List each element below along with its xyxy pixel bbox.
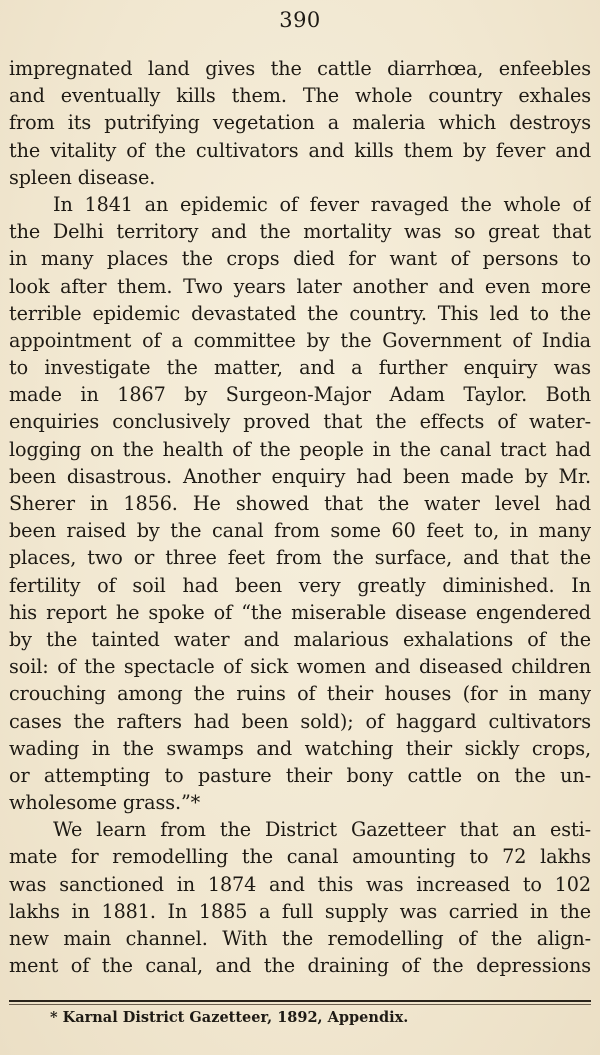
text-line: was sanctioned in 1874 and this was increased to 102 bbox=[9, 872, 591, 896]
text-line: Sherer in 1856. He showed that the water level had bbox=[9, 492, 591, 515]
text-line: enquiries conclusively proved that the effects of water- bbox=[9, 410, 591, 434]
text-line: places, two or three feet from the surface, and that the bbox=[9, 546, 591, 570]
text-line: terrible epidemic devastated the country. This led to the bbox=[9, 301, 591, 325]
text-line: his report he spoke of “the miserable disease engendered bbox=[9, 600, 591, 624]
text-line: in many places the crops died for want of persons to bbox=[9, 247, 591, 271]
text-line: wholesome grass.”* bbox=[9, 791, 201, 815]
text-line: or attempting to pasture their bony cattle on the un- bbox=[9, 763, 591, 787]
text-line: In 1841 an epidemic of fever ravaged the whole of bbox=[53, 192, 591, 216]
text-line: look after them. Two years later another and even more bbox=[9, 274, 591, 298]
text-line: ment of the canal, and the draining of the depressions bbox=[9, 954, 591, 978]
text-line: cases the rafters had been sold); of haggard cultivators bbox=[9, 709, 591, 733]
text-line: crouching among the ruins of their houses (for in many bbox=[9, 682, 591, 706]
footnote: * Karnal District Gazetteer, 1892, Appendix. bbox=[50, 1009, 409, 1026]
text-line: lakhs in 1881. In 1885 a full supply was carried in the bbox=[9, 899, 591, 923]
text-line: mate for remodelling the canal amounting to 72 lakhs bbox=[9, 845, 591, 869]
text-line: logging on the health of the people in the canal tract had bbox=[9, 437, 591, 461]
text-line: the vitality of the cultivators and kills them by fever and bbox=[9, 138, 591, 162]
text-line: by the tainted water and malarious exhalations of the bbox=[9, 627, 591, 651]
text-line: impregnated land gives the cattle diarrhœa, enfeebles bbox=[9, 57, 591, 80]
text-line: wading in the swamps and watching their sickly crops, bbox=[9, 736, 591, 760]
page-number: 390 bbox=[279, 8, 321, 32]
text-line: been raised by the canal from some 60 feet to, in many bbox=[9, 519, 591, 543]
text-line: new main channel. With the remodelling of the align- bbox=[9, 927, 591, 950]
footnote-rule-thin bbox=[9, 1004, 591, 1005]
text-line: the Delhi territory and the mortality was so great that bbox=[9, 220, 591, 244]
text-line: and eventually kills them. The whole country exhales bbox=[9, 84, 591, 108]
footnote-rule bbox=[9, 1000, 591, 1002]
text-line: soil: of the spectacle of sick women and diseased children bbox=[9, 655, 591, 679]
text-line: to investigate the matter, and a further enquiry was bbox=[9, 356, 591, 380]
text-line: appointment of a committee by the Government of India bbox=[9, 328, 591, 352]
text-line: We learn from the District Gazetteer that an esti- bbox=[53, 818, 591, 842]
text-line: fertility of soil had been very greatly diminished. In bbox=[9, 573, 591, 597]
text-line: made in 1867 by Surgeon-Major Adam Taylor. Both bbox=[9, 383, 591, 407]
text-line: been disastrous. Another enquiry had been made by Mr. bbox=[9, 464, 591, 488]
text-line: spleen disease. bbox=[9, 165, 156, 189]
text-line: from its putrifying vegetation a maleria which destroys bbox=[9, 111, 591, 135]
body-text bbox=[9, 55, 591, 979]
